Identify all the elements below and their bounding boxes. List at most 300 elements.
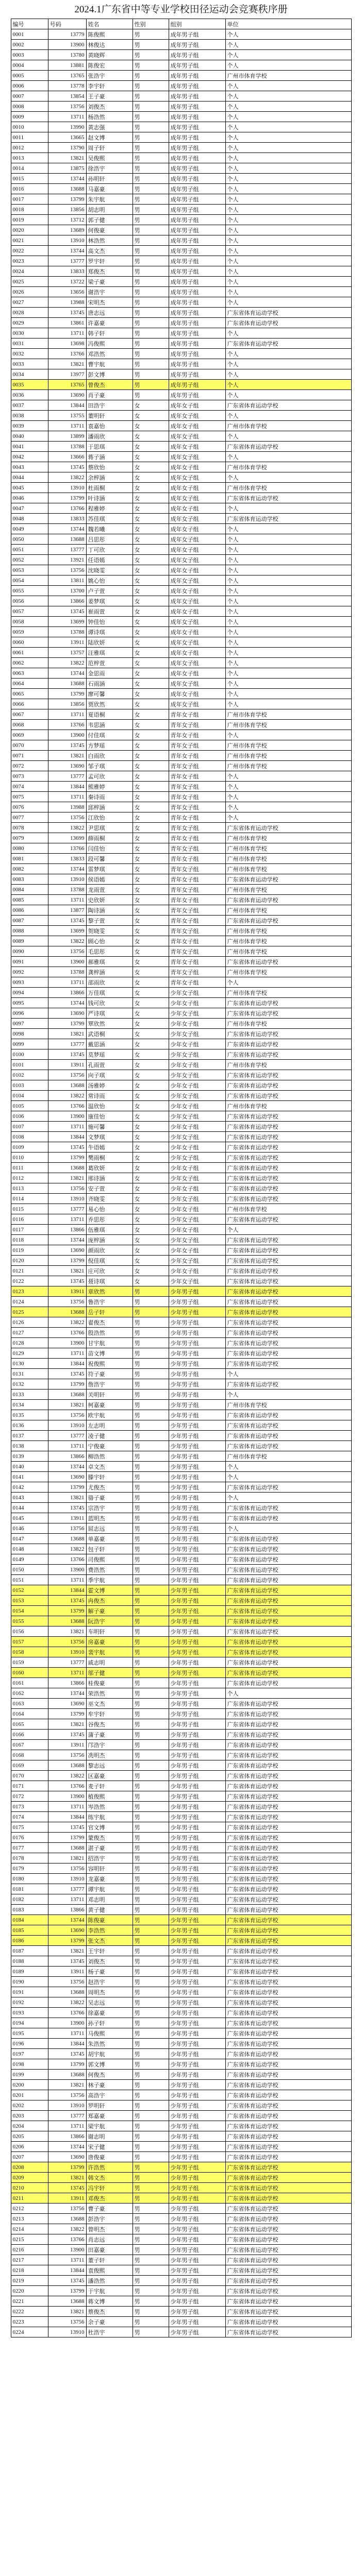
table-row — [11, 1379, 351, 1389]
cell-id: 0060 — [11, 637, 48, 648]
cell-unit: 广东省体育运动学校 — [225, 1513, 351, 1523]
cell-group: 少年女子组 — [169, 1049, 225, 1060]
cell-group: 少年男子组 — [169, 1359, 225, 1369]
cell-phone: 13744 — [48, 174, 86, 184]
cell-unit: 广东省体育运动学校 — [225, 1925, 351, 1936]
cell-unit: 广东省体育运动学校 — [225, 1626, 351, 1637]
cell-unit: 广东省体育运动学校 — [225, 1750, 351, 1760]
cell-gender: 男 — [133, 143, 169, 153]
cell-phone: 13744 — [48, 864, 86, 874]
cell-gender: 男 — [133, 71, 169, 81]
cell-id: 0182 — [11, 1894, 48, 1905]
cell-gender: 男 — [133, 1915, 169, 1925]
cell-unit: 广州市体育学校 — [225, 833, 351, 843]
table-row — [11, 1276, 351, 1286]
cell-gender: 男 — [133, 1513, 169, 1523]
cell-group: 成年男子组 — [169, 215, 225, 225]
table-row — [11, 1523, 351, 1534]
table-row — [11, 2183, 351, 2193]
cell-gender: 女 — [133, 1132, 169, 1142]
cell-unit: 广东省体育运动学校 — [225, 1317, 351, 1328]
cell-phone: 13788 — [48, 967, 86, 977]
cell-unit: 广东省体育运动学校 — [225, 1379, 351, 1389]
table-row — [11, 1853, 351, 1863]
table-row — [11, 411, 351, 421]
cell-group: 成年女子组 — [169, 545, 225, 555]
cell-gender: 男 — [133, 205, 169, 215]
cell-name: 官文博 — [86, 1822, 133, 1833]
cell-group: 少年男子组 — [169, 2296, 225, 2307]
cell-id: 0112 — [11, 1173, 48, 1183]
cell-gender: 男 — [133, 2070, 169, 2080]
cell-group: 少年男子组 — [169, 1544, 225, 1554]
cell-unit: 个人 — [225, 586, 351, 596]
cell-id: 0146 — [11, 1523, 48, 1534]
cell-id: 0037 — [11, 400, 48, 411]
table-row — [11, 2214, 351, 2224]
cell-unit: 个人 — [225, 297, 351, 308]
cell-group: 青年女子组 — [169, 957, 225, 967]
cell-name: 谷俊杰 — [86, 1719, 133, 1730]
cell-name: 董子轩 — [86, 2255, 133, 2265]
cell-gender: 男 — [133, 1771, 169, 1781]
table-row — [11, 1565, 351, 1575]
table-row — [11, 452, 351, 462]
cell-name: 庞梓涵 — [86, 1235, 133, 1245]
table-row — [11, 2234, 351, 2245]
cell-name: 谢浩宇 — [86, 287, 133, 297]
cell-name: 田嘉豪 — [86, 2245, 133, 2255]
cell-name: 秦诗雨 — [86, 792, 133, 802]
cell-gender: 男 — [133, 1987, 169, 1997]
cell-group: 成年男子组 — [169, 297, 225, 308]
table-row — [11, 1091, 351, 1101]
cell-gender: 男 — [133, 112, 169, 122]
cell-gender: 女 — [133, 864, 169, 874]
cell-group: 少年女子组 — [169, 1266, 225, 1276]
cell-gender: 女 — [133, 658, 169, 668]
cell-phone: 13744 — [48, 1915, 86, 1925]
cell-name: 陶诗涵 — [86, 905, 133, 916]
table-row — [11, 71, 351, 81]
table-row — [11, 225, 351, 235]
cell-name: 薛雨桐 — [86, 833, 133, 843]
cell-name: 麦子轩 — [86, 1781, 133, 1791]
cell-name: 苏佳琪 — [86, 514, 133, 524]
cell-unit: 广东省体育运动学校 — [225, 1091, 351, 1101]
cell-id: 0038 — [11, 411, 48, 421]
cell-group: 成年女子组 — [169, 442, 225, 452]
cell-name: 付佳琪 — [86, 730, 133, 740]
cell-phone: 13766 — [48, 1781, 86, 1791]
table-row — [11, 792, 351, 802]
cell-name: 孔雨萱 — [86, 1060, 133, 1070]
cell-gender: 女 — [133, 524, 169, 534]
cell-unit: 广东省体育运动学校 — [225, 1668, 351, 1678]
cell-phone: 13756 — [48, 812, 86, 823]
table-row — [11, 2080, 351, 2090]
cell-unit: 个人 — [225, 1369, 351, 1379]
cell-unit: 个人 — [225, 668, 351, 679]
cell-unit: 广东省体育运动学校 — [225, 1256, 351, 1266]
table-row — [11, 1657, 351, 1668]
cell-unit: 广东省体育运动学校 — [225, 1420, 351, 1431]
cell-group: 青年女子组 — [169, 751, 225, 761]
cell-phone: 13821 — [48, 1029, 86, 1039]
cell-group: 青年女子组 — [169, 916, 225, 926]
cell-group: 少年女子组 — [169, 1080, 225, 1091]
cell-phone: 13822 — [48, 1544, 86, 1554]
cell-phone: 13777 — [48, 2111, 86, 2121]
cell-id: 0181 — [11, 1884, 48, 1894]
cell-group: 成年男子组 — [169, 246, 225, 256]
cell-name: 贺晓雯 — [86, 926, 133, 936]
cell-name: 董明轩 — [86, 411, 133, 421]
cell-id: 0100 — [11, 1049, 48, 1060]
cell-id: 0207 — [11, 2152, 48, 2162]
cell-name: 安子萱 — [86, 1183, 133, 1194]
cell-unit: 广东省体育运动学校 — [225, 1606, 351, 1616]
cell-phone: 13757 — [48, 648, 86, 658]
cell-name: 吕思彤 — [86, 534, 133, 545]
cell-id: 0080 — [11, 843, 48, 854]
cell-name: 石雨涵 — [86, 679, 133, 689]
cell-phone: 13688 — [48, 1843, 86, 1853]
table-row — [11, 421, 351, 431]
cell-id: 0131 — [11, 1369, 48, 1379]
table-row — [11, 1441, 351, 1451]
cell-id: 0104 — [11, 1091, 48, 1101]
cell-phone: 13745 — [48, 1822, 86, 1833]
cell-id: 0205 — [11, 2131, 48, 2142]
cell-gender: 男 — [133, 1894, 169, 1905]
cell-phone: 13711 — [48, 1802, 86, 1812]
cell-unit: 广东省体育运动学校 — [225, 1884, 351, 1894]
cell-unit: 广东省体育运动学校 — [225, 1122, 351, 1132]
cell-unit: 个人 — [225, 524, 351, 534]
cell-group: 成年女子组 — [169, 565, 225, 575]
cell-phone: 13910 — [48, 235, 86, 246]
cell-group: 少年男子组 — [169, 1410, 225, 1420]
cell-phone: 13756 — [48, 2317, 86, 2327]
cell-id: 0043 — [11, 462, 48, 472]
cell-phone: 13656 — [48, 287, 86, 297]
cell-unit: 个人 — [225, 205, 351, 215]
cell-phone: 13821 — [48, 751, 86, 761]
cell-gender: 男 — [133, 1534, 169, 1544]
cell-gender: 男 — [133, 2255, 169, 2265]
table-row — [11, 689, 351, 699]
cell-name: 鲁浩宇 — [86, 1297, 133, 1307]
cell-group: 成年男子组 — [169, 174, 225, 184]
cell-phone: 13988 — [48, 297, 86, 308]
cell-gender: 女 — [133, 1214, 169, 1225]
cell-gender: 男 — [133, 2224, 169, 2234]
cell-group: 少年男子组 — [169, 1822, 225, 1833]
cell-gender: 男 — [133, 2327, 169, 2337]
table-row — [11, 2028, 351, 2039]
cell-gender: 男 — [133, 369, 169, 380]
cell-group: 少年男子组 — [169, 1925, 225, 1936]
cell-id: 0180 — [11, 1874, 48, 1884]
table-row — [11, 287, 351, 297]
cell-id: 0190 — [11, 1977, 48, 1987]
cell-gender: 女 — [133, 503, 169, 514]
cell-phone: 13711 — [48, 1894, 86, 1905]
cell-name: 陈俊豪 — [86, 1915, 133, 1925]
cell-gender: 男 — [133, 153, 169, 163]
cell-group: 少年女子组 — [169, 1142, 225, 1153]
cell-gender: 女 — [133, 1049, 169, 1060]
table-row — [11, 2121, 351, 2131]
cell-id: 0105 — [11, 1101, 48, 1111]
cell-phone: 13821 — [48, 2173, 86, 2183]
cell-phone: 13799 — [48, 1153, 86, 1163]
cell-gender: 男 — [133, 1874, 169, 1884]
cell-phone: 13745 — [48, 1142, 86, 1153]
table-row — [11, 1297, 351, 1307]
cell-gender: 男 — [133, 2121, 169, 2131]
cell-phone: 13778 — [48, 81, 86, 91]
table-row — [11, 308, 351, 318]
cell-group: 少年女子组 — [169, 1204, 225, 1214]
cell-gender: 女 — [133, 1256, 169, 1266]
cell-id: 0088 — [11, 926, 48, 936]
cell-unit: 广东省体育运动学校 — [225, 2276, 351, 2286]
cell-phone: 13711 — [48, 977, 86, 988]
cell-phone: 13861 — [48, 318, 86, 328]
cell-group: 成年男子组 — [169, 256, 225, 266]
cell-id: 0049 — [11, 524, 48, 534]
cell-gender: 男 — [133, 1472, 169, 1482]
cell-name: 马俊熙 — [86, 2028, 133, 2039]
table-row — [11, 81, 351, 91]
cell-phone: 13844 — [48, 400, 86, 411]
cell-phone: 13756 — [48, 1410, 86, 1420]
cell-group: 少年男子组 — [169, 1946, 225, 1956]
cell-group: 少年男子组 — [169, 1513, 225, 1523]
cell-unit: 广东省体育运动学校 — [225, 1235, 351, 1245]
cell-gender: 女 — [133, 1019, 169, 1029]
cell-gender: 男 — [133, 1626, 169, 1637]
cell-group: 少年男子组 — [169, 1451, 225, 1462]
cell-group: 成年男子组 — [169, 390, 225, 400]
table-body — [11, 29, 351, 2337]
cell-gender: 男 — [133, 390, 169, 400]
cell-phone: 13900 — [48, 730, 86, 740]
table-row — [11, 493, 351, 503]
cell-unit: 广东省体育运动学校 — [225, 1008, 351, 1019]
cell-id: 0133 — [11, 1389, 48, 1400]
cell-name: 易心怡 — [86, 1204, 133, 1214]
table-row — [11, 2131, 351, 2142]
cell-phone: 13722 — [48, 277, 86, 287]
cell-name: 罗宇轩 — [86, 256, 133, 266]
cell-phone: 13711 — [48, 895, 86, 905]
cell-gender: 女 — [133, 1153, 169, 1163]
cell-name: 容明轩 — [86, 1863, 133, 1874]
table-row — [11, 1256, 351, 1266]
cell-gender: 女 — [133, 493, 169, 503]
cell-gender: 男 — [133, 132, 169, 143]
cell-gender: 男 — [133, 1699, 169, 1709]
cell-group: 少年男子组 — [169, 1905, 225, 1915]
cell-name: 曾明杰 — [86, 2224, 133, 2234]
cell-id: 0077 — [11, 812, 48, 823]
cell-name: 孟可欣 — [86, 771, 133, 782]
cell-name: 严诗琪 — [86, 1008, 133, 1019]
cell-phone: 13822 — [48, 472, 86, 483]
cell-unit: 个人 — [225, 534, 351, 545]
cell-id: 0209 — [11, 2173, 48, 2183]
cell-gender: 女 — [133, 679, 169, 689]
table-row — [11, 1554, 351, 1565]
cell-name: 常诗雨 — [86, 1091, 133, 1101]
cell-name: 杨浩然 — [86, 112, 133, 122]
cell-phone: 13822 — [48, 1317, 86, 1328]
table-row — [11, 101, 351, 112]
table-row — [11, 1647, 351, 1657]
table-row — [11, 606, 351, 617]
cell-name: 冯俊熙 — [86, 338, 133, 349]
table-row — [11, 1863, 351, 1874]
cell-id: 0070 — [11, 740, 48, 751]
cell-id: 0035 — [11, 380, 48, 390]
cell-group: 少年男子组 — [169, 2276, 225, 2286]
table-row — [11, 122, 351, 132]
cell-name: 钟佳怡 — [86, 617, 133, 627]
cell-unit: 广东省体育运动学校 — [225, 1276, 351, 1286]
cell-unit: 广东省体育运动学校 — [225, 1740, 351, 1750]
cell-gender: 女 — [133, 1070, 169, 1080]
cell-unit: 个人 — [225, 545, 351, 555]
cell-gender: 男 — [133, 1709, 169, 1719]
cell-unit: 广东省体育运动学校 — [225, 2049, 351, 2059]
cell-group: 少年男子组 — [169, 1812, 225, 1822]
cell-gender: 女 — [133, 895, 169, 905]
cell-id: 0079 — [11, 833, 48, 843]
cell-id: 0052 — [11, 555, 48, 565]
cell-group: 少年男子组 — [169, 2080, 225, 2090]
cell-unit: 广东省体育运动学校 — [225, 2018, 351, 2028]
cell-id: 0153 — [11, 1596, 48, 1606]
cell-id: 0148 — [11, 1544, 48, 1554]
cell-gender: 女 — [133, 946, 169, 957]
table-row — [11, 545, 351, 555]
table-row — [11, 2286, 351, 2296]
cell-name: 沈晓雯 — [86, 565, 133, 575]
cell-unit: 个人 — [225, 277, 351, 287]
cell-group: 少年女子组 — [169, 1019, 225, 1029]
table-row — [11, 823, 351, 833]
table-row — [11, 1802, 351, 1812]
cell-group: 成年女子组 — [169, 668, 225, 679]
cell-name: 温欣怡 — [86, 1101, 133, 1111]
cell-phone: 13779 — [48, 29, 86, 40]
cell-unit: 个人 — [225, 812, 351, 823]
cell-id: 0221 — [11, 2296, 48, 2307]
cell-id: 0078 — [11, 823, 48, 833]
cell-id: 0116 — [11, 1214, 48, 1225]
cell-phone: 13822 — [48, 658, 86, 668]
table-row — [11, 1420, 351, 1431]
cell-phone: 13688 — [48, 1307, 86, 1317]
cell-unit: 个人 — [225, 132, 351, 143]
cell-unit: 个人 — [225, 380, 351, 390]
cell-name: 蒙俊杰 — [86, 1833, 133, 1843]
cell-name: 段可馨 — [86, 854, 133, 864]
cell-group: 少年男子组 — [169, 1554, 225, 1565]
cell-group: 少年男子组 — [169, 2059, 225, 2070]
cell-gender: 男 — [133, 338, 169, 349]
cell-group: 成年男子组 — [169, 91, 225, 101]
cell-name: 高文杰 — [86, 246, 133, 256]
cell-unit: 广东省体育运动学校 — [225, 1771, 351, 1781]
cell-gender: 男 — [133, 1791, 169, 1802]
cell-unit: 广东省体育运动学校 — [225, 1544, 351, 1554]
cell-id: 0136 — [11, 1420, 48, 1431]
cell-gender: 女 — [133, 802, 169, 812]
table-row — [11, 916, 351, 926]
table-row — [11, 1688, 351, 1699]
cell-unit: 广州市体育学校 — [225, 740, 351, 751]
cell-unit: 广东省体育运动学校 — [225, 1874, 351, 1884]
cell-id: 0120 — [11, 1256, 48, 1266]
cell-name: 肖子豪 — [86, 390, 133, 400]
table-row — [11, 627, 351, 637]
cell-group: 成年男子组 — [169, 60, 225, 71]
cell-phone: 13711 — [48, 2121, 86, 2131]
cell-gender: 女 — [133, 874, 169, 885]
cell-id: 0130 — [11, 1359, 48, 1369]
cell-group: 少年男子组 — [169, 2121, 225, 2131]
table-row — [11, 1431, 351, 1441]
table-row — [11, 2111, 351, 2121]
cell-group: 成年男子组 — [169, 328, 225, 338]
cell-gender: 男 — [133, 2018, 169, 2028]
cell-group: 成年女子组 — [169, 606, 225, 617]
cell-unit: 广州市体育学校 — [225, 71, 351, 81]
cell-id: 0074 — [11, 782, 48, 792]
cell-name: 丁可欣 — [86, 545, 133, 555]
cell-phone: 13690 — [48, 761, 86, 771]
table-row — [11, 885, 351, 895]
cell-name: 伍雅琪 — [86, 1225, 133, 1235]
cell-unit: 广州市体育学校 — [225, 462, 351, 472]
cell-id: 0108 — [11, 1132, 48, 1142]
cell-unit: 个人 — [225, 771, 351, 782]
cell-phone: 13799 — [48, 2286, 86, 2296]
table-row — [11, 462, 351, 472]
cell-group: 少年男子组 — [169, 1843, 225, 1853]
cell-gender: 男 — [133, 328, 169, 338]
cell-gender: 男 — [133, 101, 169, 112]
cell-name: 龙雨萱 — [86, 885, 133, 895]
table-row — [11, 637, 351, 648]
table-row — [11, 1132, 351, 1142]
cell-gender: 男 — [133, 2008, 169, 2018]
cell-gender: 女 — [133, 596, 169, 606]
cell-gender: 男 — [133, 2111, 169, 2121]
cell-phone: 13745 — [48, 1503, 86, 1513]
cell-name: 冼明杰 — [86, 1750, 133, 1760]
cell-gender: 男 — [133, 287, 169, 297]
cell-phone: 13755 — [48, 411, 86, 421]
cell-phone: 13756 — [48, 101, 86, 112]
cell-group: 少年男子组 — [169, 1699, 225, 1709]
cell-name: 雷梦琪 — [86, 864, 133, 874]
cell-unit: 广东省体育运动学校 — [225, 1905, 351, 1915]
